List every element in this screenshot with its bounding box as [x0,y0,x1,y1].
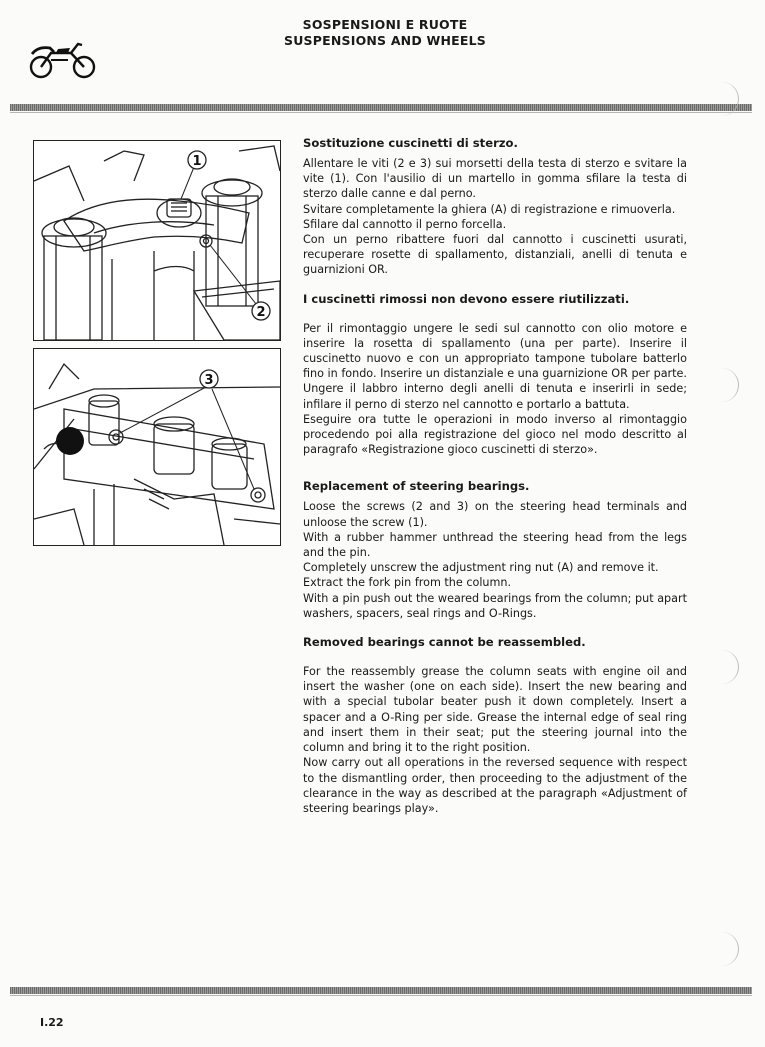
instructions-column [303,136,687,816]
italian-paragraph: Svitare completamente la ghiera (A) di registrazione e rimuoverla. [303,202,676,216]
italian-section-heading: Sostituzione cuscinetti di sterzo. [303,136,518,150]
italian-paragraph: Per il rimontaggio ungere le sedi sul cannotto con olio motore e inserire la rosetta di spallamento (una per parte). Inserire il cuscinetto nuovo e con un appropriato tampone tubolare batterlo fino in fondo. Inserire un distanziale e una guarnizione OR per parte. Ungere il labbro interno degli anelli di tenuta e inserirli in sede; infilare il perno di sterzo nel cannotto e portarlo a battuta. [303,321,687,411]
italian-paragraph: Eseguire ora tutte le operazioni in modo inverso al rimontaggio procedendo poi alla registrazione del gioco nel modo descritto al paragrafo «Registrazione gioco cuscinetti di sterzo». [303,412,687,457]
italian-paragraph: Con un perno ribattere fuori dal cannotto i cuscinetti usurati, recuperare rosette di spallamento, distanziali, anelli di tenuta e guarnizioni OR. [303,233,687,277]
italian-paragraph: Allentare le viti (2 e 3) sui morsetti della testa di sterzo e svitare la vite (1). Con l'ausilio di un martello in gomma sfilare la testa di sterzo dalle canne e dal perno. [303,157,687,201]
steering-head-figure-top [33,140,281,341]
section-title-italian: SOSPENSIONI E RUOTE [302,17,468,32]
steering-clamp-illustration [34,349,280,545]
page-number: I.22 [40,1016,64,1029]
callout-1: 1 [192,154,202,169]
binding-mark [716,368,739,402]
footer-divider [10,987,752,994]
section-title-english: SUSPENSIONS AND WHEELS [284,33,486,48]
binding-mark [716,932,739,966]
steering-head-figure-bottom [33,348,281,546]
english-paragraph: Extract the fork pin from the column. [303,576,512,590]
english-paragraph: For the reassembly grease the column seats with engine oil and insert the washer (one on each side). Insert the new bearing and with a special tubolar beater push it down completely. Insert a spacer and a O-Ring per side. Grease the internal edge of seal ring and insert them in their seat; put the steering journal into the column and bring it to the right position. [303,665,687,755]
callout-2: 2 [256,305,266,320]
italian-warning: I cuscinetti rimossi non devono essere riutilizzati. [303,291,630,306]
english-paragraph: Now carry out all operations in the reversed sequence with respect to the dismantling order, then proceeding to the adjustment of the clearance in the way as described at the paragraph «Adjustment of steering bearings play». [303,756,687,815]
motorcycle-icon [24,40,100,80]
english-section-heading: Replacement of steering bearings. [303,479,530,494]
callout-3: 3 [204,373,214,388]
italian-paragraph: Sfilare dal cannotto il perno forcella. [303,217,507,231]
binding-mark [716,650,739,684]
english-paragraph: Completely unscrew the adjustment ring nut (A) and remove it. [303,561,659,575]
english-paragraph: Loose the screws (2 and 3) on the steering head terminals and unloose the screw (1). [303,500,687,529]
english-paragraph: With a pin push out the weared bearings from the column; put apart washers, spacers, seal rings and O-Rings. [303,591,687,620]
english-paragraph: With a rubber hammer unthread the steering head from the legs and the pin. [303,530,687,560]
steering-head-illustration [34,141,280,340]
header-divider [10,104,752,111]
english-warning: Removed bearings cannot be reassembled. [303,635,586,650]
